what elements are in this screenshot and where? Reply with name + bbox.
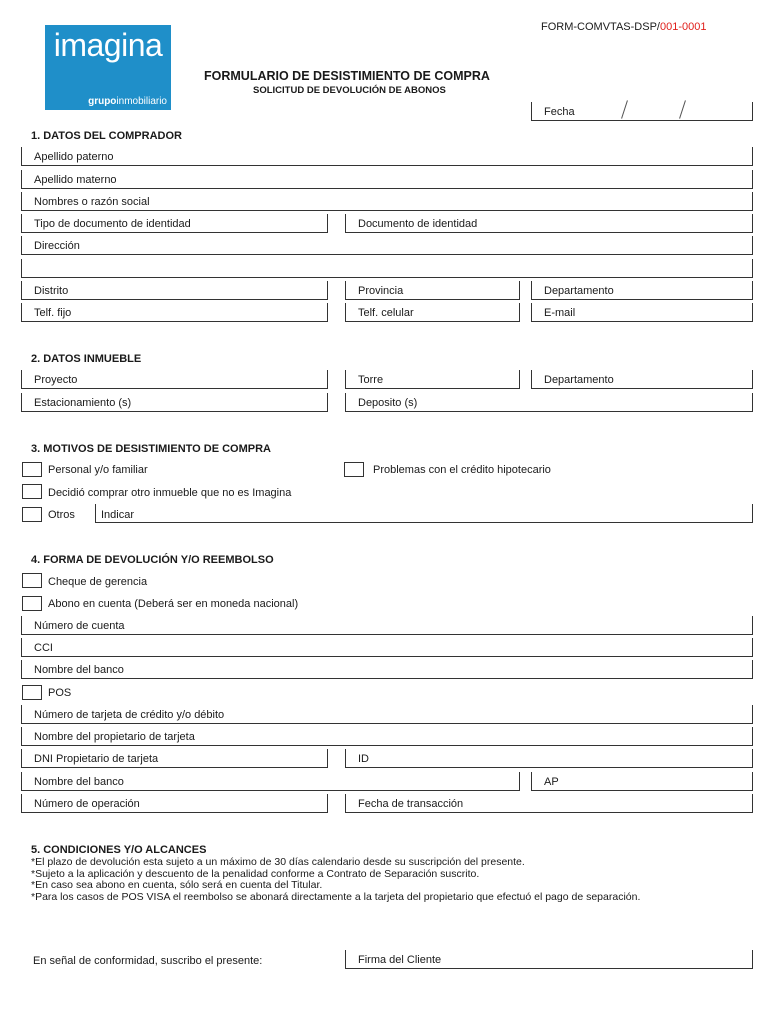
personal-checkbox[interactable] <box>22 462 42 477</box>
section1-heading: 1. DATOS DEL COMPRADOR <box>31 130 182 142</box>
logo-tagline <box>88 96 167 108</box>
firma-label: Firma del Cliente <box>358 954 442 966</box>
departamento-label: Departamento <box>544 285 614 297</box>
fecha-label: Fecha <box>544 106 575 118</box>
id-field[interactable] <box>345 749 753 768</box>
otros-label: Otros <box>48 509 75 521</box>
form-title: FORMULARIO DE DESISTIMIENTO DE COMPRA <box>204 69 490 83</box>
id-label: ID <box>358 753 369 765</box>
indicar-field[interactable] <box>95 504 753 523</box>
proyecto-field[interactable] <box>21 370 328 389</box>
pos-label: POS <box>48 687 72 699</box>
cheque-label: Cheque de gerencia <box>48 576 148 588</box>
numero-tarjeta-label: Número de tarjeta de crédito y/o débito <box>34 709 225 721</box>
credito-label: Problemas con el crédito hipotecario <box>373 464 551 476</box>
estacionamiento-field[interactable] <box>21 393 328 412</box>
numero-tarjeta-field[interactable] <box>21 705 753 724</box>
otros-checkbox[interactable] <box>22 507 42 522</box>
fecha-transaccion-label: Fecha de transacción <box>358 798 464 810</box>
tipo-documento-field[interactable] <box>21 214 328 233</box>
apellido-materno-label: Apellido materno <box>34 174 117 186</box>
conformidad-text: En señal de conformidad, suscribo el presente: <box>33 955 263 967</box>
condition-line: *Sujeto a la aplicación y descuento de la penalidad conforme a Contrato de Separación suscrito. <box>31 867 480 880</box>
email-field[interactable] <box>531 303 753 322</box>
deposito-field[interactable] <box>345 393 753 412</box>
direccion-field[interactable] <box>21 236 753 255</box>
apellido-paterno-label: Apellido paterno <box>34 151 114 163</box>
pos-checkbox[interactable] <box>22 685 42 700</box>
deposito-label: Deposito (s) <box>358 397 418 409</box>
direccion-field-line2[interactable] <box>21 259 753 278</box>
imagina-logo <box>45 25 171 110</box>
documento-field[interactable] <box>345 214 753 233</box>
section4-heading: 4. FORMA DE DEVOLUCIÓN Y/O REEMBOLSO <box>31 554 274 566</box>
distrito-field[interactable] <box>21 281 328 300</box>
abono-label: Abono en cuenta (Deberá ser en moneda nacional) <box>48 598 299 610</box>
section3-heading: 3. MOTIVOS DE DESISTIMIENTO DE COMPRA <box>31 443 271 455</box>
distrito-label: Distrito <box>34 285 69 297</box>
numero-operacion-field[interactable] <box>21 794 328 813</box>
logo-tagline-bold: grupo <box>88 96 117 107</box>
apellido-materno-field[interactable] <box>21 170 753 189</box>
telf-celular-label: Telf. celular <box>358 307 414 319</box>
nombre-banco-field[interactable] <box>21 660 753 679</box>
numero-cuenta-field[interactable] <box>21 616 753 635</box>
fecha-field[interactable] <box>531 102 753 121</box>
dni-propietario-label: DNI Propietario de tarjeta <box>34 753 159 765</box>
proyecto-label: Proyecto <box>34 374 78 386</box>
provincia-label: Provincia <box>358 285 404 297</box>
logo-wordmark: imagina <box>53 27 163 63</box>
ap-field[interactable] <box>531 772 753 791</box>
nombres-field[interactable] <box>21 192 753 211</box>
email-label: E-mail <box>544 307 576 319</box>
propietario-tarjeta-label: Nombre del propietario de tarjeta <box>34 731 195 743</box>
form-code-number: 001-0001 <box>659 21 707 33</box>
nombres-label: Nombres o razón social <box>34 196 150 208</box>
torre-label: Torre <box>358 374 384 386</box>
estacionamiento-label: Estacionamiento (s) <box>34 397 132 409</box>
telf-fijo-label: Telf. fijo <box>34 307 72 319</box>
cci-field[interactable] <box>21 638 753 657</box>
numero-operacion-label: Número de operación <box>34 798 140 810</box>
departamento-inmueble-field[interactable] <box>531 370 753 389</box>
dni-propietario-field[interactable] <box>21 749 328 768</box>
personal-label: Personal y/o familiar <box>48 464 148 476</box>
conditions-list <box>31 857 640 903</box>
otro-inmueble-label: Decidió comprar otro inmueble que no es Imagina <box>48 487 292 499</box>
indicar-label: Indicar <box>101 509 135 521</box>
direccion-label: Dirección <box>34 240 80 252</box>
documento-label: Documento de identidad <box>358 218 478 230</box>
logo-tagline-rest: inmobiliario <box>116 96 167 107</box>
form-code <box>541 20 706 34</box>
nombre-banco-2-label: Nombre del banco <box>34 776 124 788</box>
form-subtitle: SOLICITUD DE DEVOLUCIÓN DE ABONOS <box>253 85 446 96</box>
abono-checkbox[interactable] <box>22 596 42 611</box>
cci-label: CCI <box>34 642 53 654</box>
credito-checkbox[interactable] <box>344 462 364 477</box>
section2-heading: 2. DATOS INMUEBLE <box>31 353 142 365</box>
form-code-prefix: FORM-COMVTAS-DSP/ <box>541 21 660 33</box>
departamento-field[interactable] <box>531 281 753 300</box>
condition-line: *El plazo de devolución esta sujeto a un máximo de 30 días calendario desde su suscripción del presente. <box>31 856 525 868</box>
section5-heading: 5. CONDICIONES Y/O ALCANCES <box>31 844 207 856</box>
ap-label: AP <box>544 776 559 788</box>
propietario-tarjeta-field[interactable] <box>21 727 753 746</box>
condition-line: *Para los casos de POS VISA el reembolso se abonará directamente a la tarjeta del propietario que efectuó el pago de separación. <box>31 890 641 903</box>
apellido-paterno-field[interactable] <box>21 147 753 166</box>
fecha-transaccion-field[interactable] <box>345 794 753 813</box>
cheque-checkbox[interactable] <box>22 573 42 588</box>
nombre-banco-label: Nombre del banco <box>34 664 124 676</box>
telf-celular-field[interactable] <box>345 303 520 322</box>
otro-inmueble-checkbox[interactable] <box>22 484 42 499</box>
departamento-inmueble-label: Departamento <box>544 374 614 386</box>
nombre-banco-2-field[interactable] <box>21 772 520 791</box>
condition-line: *En caso sea abono en cuenta, sólo será en cuenta del Titular. <box>31 879 323 892</box>
firma-field[interactable] <box>345 950 753 969</box>
telf-fijo-field[interactable] <box>21 303 328 322</box>
torre-field[interactable] <box>345 370 520 389</box>
provincia-field[interactable] <box>345 281 520 300</box>
numero-cuenta-label: Número de cuenta <box>34 620 125 632</box>
tipo-documento-label: Tipo de documento de identidad <box>34 218 191 230</box>
